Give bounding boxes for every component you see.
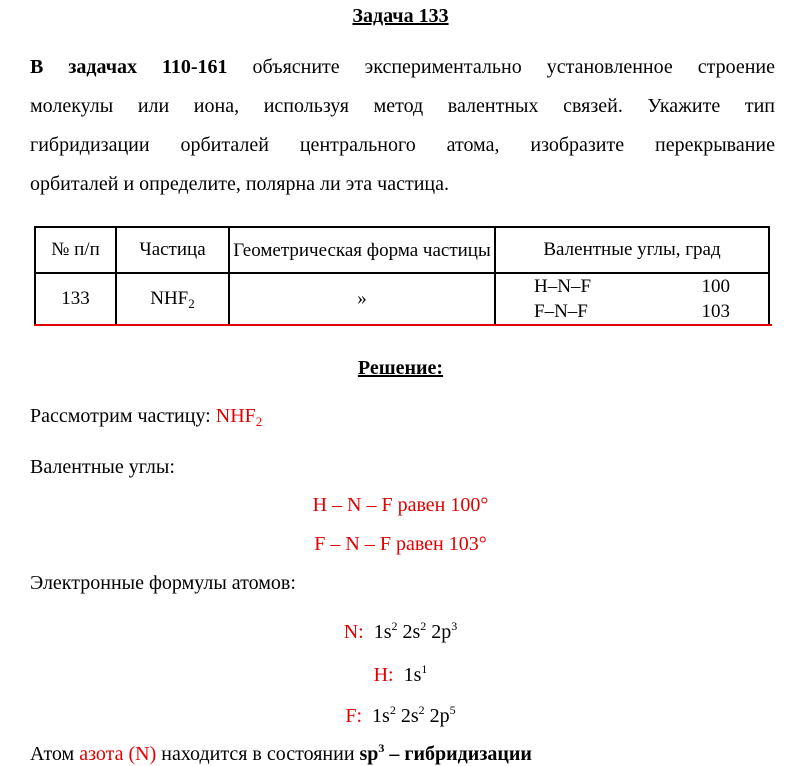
cell-number: 133	[35, 273, 116, 325]
header-angles: Валентные углы, град	[495, 227, 769, 273]
consider-line: Рассмотрим частицу: $NHF_2$	[30, 405, 263, 429]
intro-line-3: гибридизации орбиталей центрального атома, изобразите перекрывание	[30, 134, 775, 156]
header-shape: Геометрическая форма частицы	[229, 227, 495, 273]
intro-line-1: В задачах 110-161 объясните экспериментально установленное строение	[30, 56, 775, 78]
angle-hnf: H – N – F равен 100°	[312, 494, 489, 516]
cell-angles	[495, 273, 769, 325]
solution-title: Решение:	[357, 357, 444, 379]
hybridization-line: Атом азота (N) находится в состоянии $sp^3$ – гибридизации	[30, 741, 532, 765]
intro-line-4: орбиталей и определите, полярна ли эта частица.	[30, 173, 450, 195]
cell-particle: $NHF_2$	[116, 273, 229, 325]
header-particle: Частица	[116, 227, 229, 273]
formula-h: H: $1s^1$	[373, 662, 428, 686]
cell-shape: »	[229, 273, 495, 325]
angle-row: H–N–F 100	[534, 276, 730, 297]
intro-line-2: молекулы или иона, используя метод валентных связей. Укажите тип	[30, 95, 775, 117]
table-header-row	[35, 227, 769, 273]
header-number: № п/п	[35, 227, 116, 273]
task-table	[34, 226, 770, 326]
formulas-label: Электронные формулы атомов:	[30, 572, 296, 594]
task-description	[30, 48, 775, 204]
formula-f: F: $1s^2$ $2s^2$ $2p^5$	[345, 703, 456, 727]
formula-n: N: $1s^2$ $2s^2$ $2p^3$	[343, 619, 458, 643]
table-row	[35, 273, 769, 325]
table-red-underline	[34, 324, 772, 326]
angles-label: Валентные углы:	[30, 456, 175, 478]
angle-row: F–N–F 103	[534, 301, 730, 322]
angle-fnf: F – N – F равен 103°	[314, 533, 487, 555]
page-title: Задача 133	[352, 5, 449, 27]
